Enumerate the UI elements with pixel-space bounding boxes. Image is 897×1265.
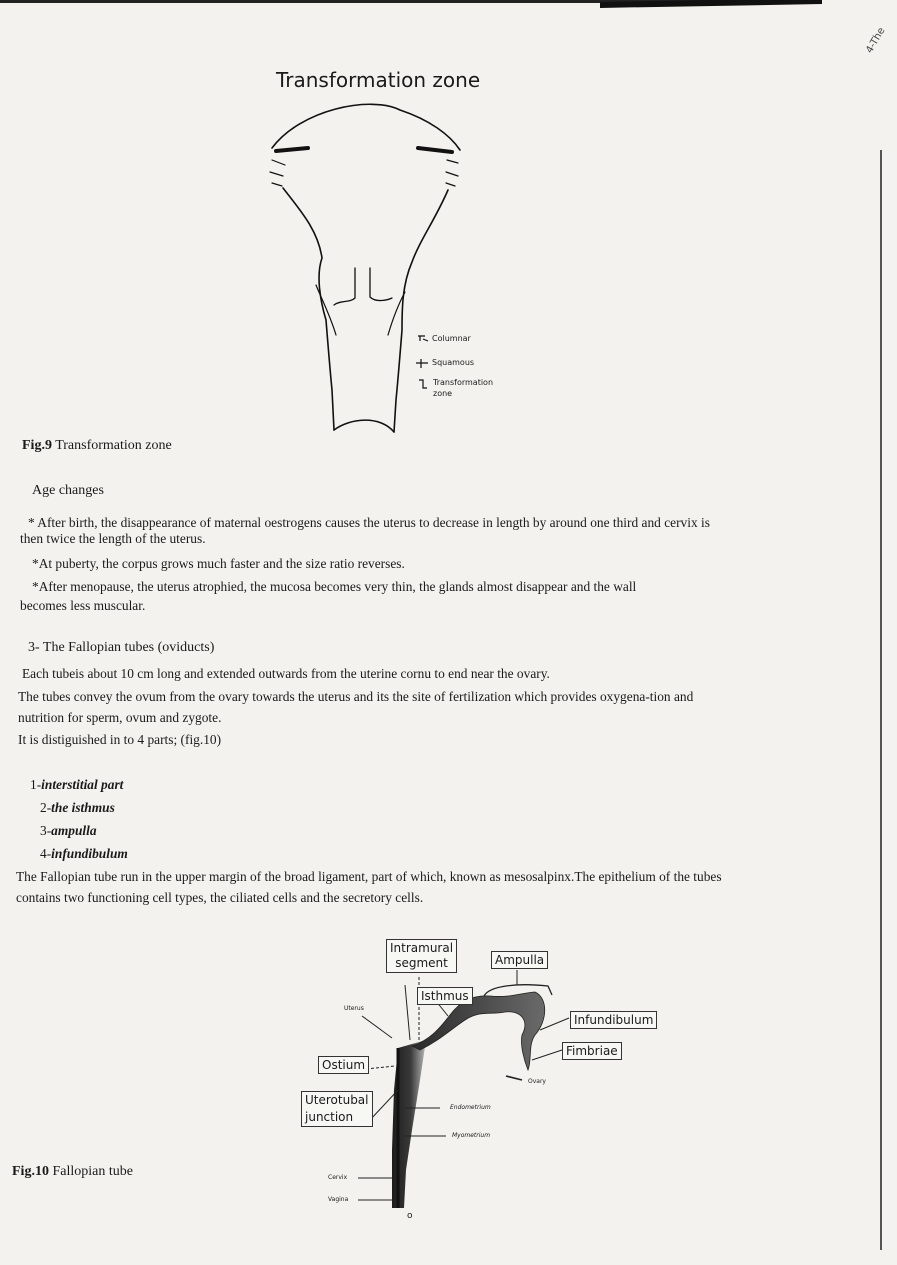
legend-squamous: Squamous — [432, 358, 475, 367]
label-ostium: Ostium — [318, 1056, 369, 1074]
label-vagina: Vagina — [328, 1196, 349, 1203]
legend-zone: zone — [433, 389, 453, 398]
age-changes-heading: Age changes — [32, 483, 104, 498]
fallopian-line3: nutrition for sperm, ovum and zygote. — [18, 710, 222, 725]
label-fimbriae: Fimbriae — [562, 1042, 622, 1060]
age-p2: *At puberty, the corpus grows much faster and the size ratio reverses. — [32, 556, 405, 571]
fallopian-line1: Each tubeis about 10 cm long and extended outwards from the uterine cornu to end near the ovary. — [22, 666, 550, 681]
part-1: 1-interstitial part — [30, 777, 124, 792]
label-ovary: Ovary — [528, 1078, 546, 1085]
fallopian-line4: It is distiguished in to 4 parts; (fig.10) — [18, 732, 222, 747]
legend-columnar: Columnar — [432, 334, 471, 343]
fallopian-after1: The Fallopian tube run in the upper margin of the broad ligament, part of which, known as mesosalpinx.The epithelium of the tubes — [16, 869, 722, 884]
label-infundibulum: Infundibulum — [570, 1011, 657, 1029]
part-4: 4-infundibulum — [40, 846, 128, 861]
corner-label: 4-The — [864, 25, 888, 56]
legend-transformation: Transformation — [433, 378, 494, 387]
label-myometrium: Myometrium — [452, 1132, 491, 1139]
age-p3-line1: *After menopause, the uterus atrophied, the mucosa becomes very thin, the glands almost disappear and the wall — [32, 579, 637, 594]
label-endometrium: Endometrium — [450, 1104, 491, 1111]
label-ampulla: Ampulla — [491, 951, 548, 969]
age-p1-line1: * After birth, the disappearance of maternal oestrogens causes the uterus to decrease in length by around one third and cervix is — [28, 515, 710, 530]
age-p3-line2: becomes less muscular. — [20, 598, 146, 613]
fig9-caption: Fig.9 Transformation zone — [22, 438, 172, 453]
part-2: 2-the isthmus — [40, 800, 115, 815]
fallopian-heading: 3- The Fallopian tubes (oviducts) — [28, 640, 215, 655]
part-3: 3-ampulla — [40, 823, 97, 838]
label-isthmus: Isthmus — [417, 987, 473, 1005]
label-circle: o — [407, 1211, 413, 1221]
label-intramural-segment: Intramural segment — [386, 939, 457, 973]
fig9-title: Transformation zone — [276, 68, 481, 92]
fallopian-line2: The tubes convey the ovum from the ovary towards the uterus and its the site of fertilization which provides oxygena-tion and — [18, 689, 694, 704]
label-uterotubal-junction: Uterotubal junction — [301, 1091, 373, 1127]
label-uterus: Uterus — [344, 1005, 364, 1012]
fallopian-after2: contains two functioning cell types, the ciliated cells and the secretory cells. — [16, 890, 424, 905]
fig10-caption: Fig.10 Fallopian tube — [12, 1164, 133, 1179]
age-p1-line2: then twice the length of the uterus. — [20, 531, 206, 546]
label-cervix: Cervix — [328, 1174, 348, 1181]
